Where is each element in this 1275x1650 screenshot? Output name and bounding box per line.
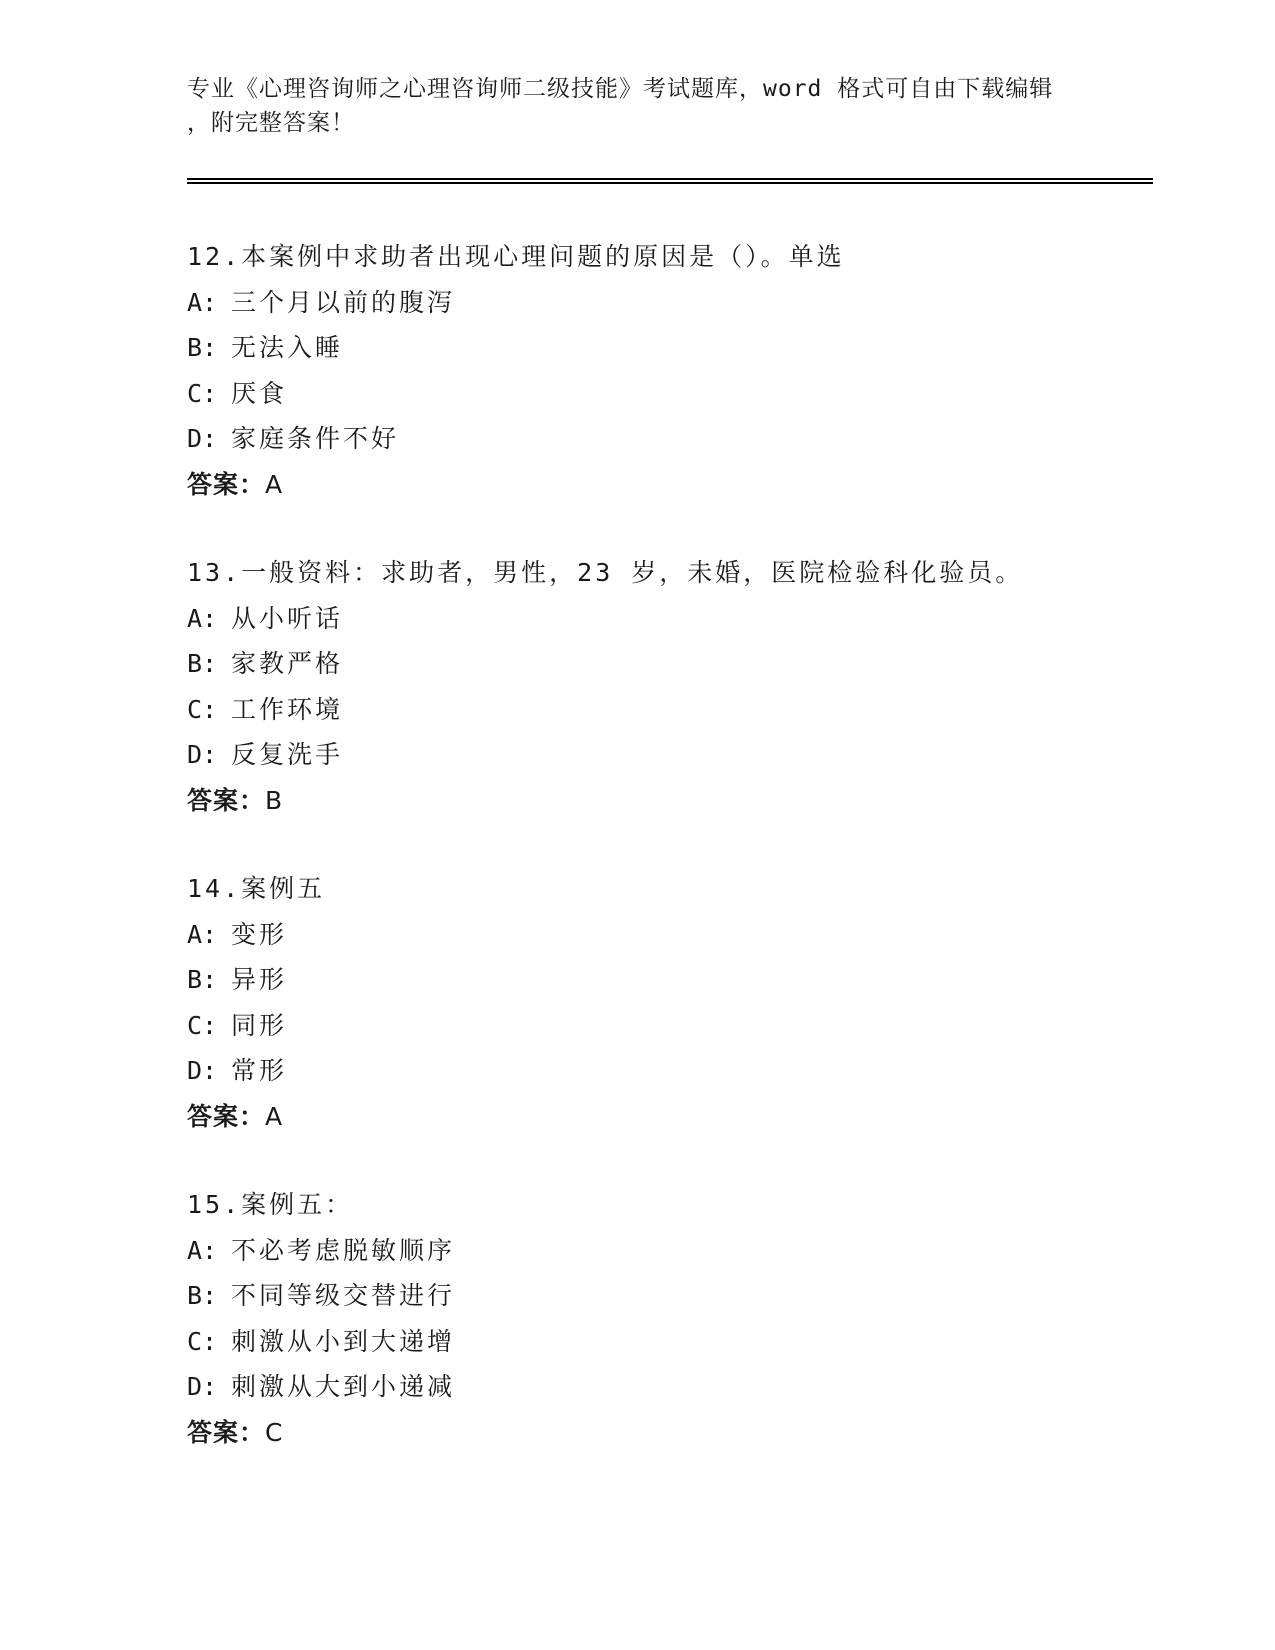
header-double-rule [187, 178, 1153, 184]
option-letter: B: [187, 965, 218, 994]
option-text: 工作环境 [231, 694, 344, 724]
answer-label: 答案： [187, 469, 266, 499]
answer-label: 答案： [187, 785, 266, 815]
option-a [187, 912, 1153, 958]
option-letter: B: [187, 649, 218, 678]
option-a [187, 1228, 1153, 1274]
option-letter: A: [187, 603, 218, 633]
header-line-1: 专业《心理咨询师之心理咨询师二级技能》考试题库，word 格式可自由下载编辑 [187, 76, 1054, 102]
option-letter: B: [187, 333, 218, 362]
option-a [187, 280, 1153, 326]
option-letter: C: [187, 1010, 218, 1040]
option-text: 常形 [231, 1056, 288, 1085]
option-letter: A: [187, 919, 218, 949]
document-header [187, 72, 1087, 140]
option-letter: B: [187, 1281, 218, 1310]
option-d [187, 1048, 1153, 1094]
question-14 [187, 866, 1153, 1139]
option-text: 家庭条件不好 [231, 424, 400, 453]
option-b [187, 325, 1153, 371]
answer-label: 答案： [187, 1417, 266, 1447]
header-line-2: ，附完整答案！ [187, 110, 355, 136]
option-text: 刺激从大到小递减 [231, 1372, 456, 1401]
answer-line [187, 462, 1153, 508]
answer-label: 答案： [187, 1101, 266, 1131]
option-c [187, 371, 1153, 417]
answer-line [187, 1410, 1153, 1456]
option-letter: D: [187, 1056, 218, 1085]
question-12 [187, 234, 1153, 507]
question-list [187, 234, 1153, 1498]
option-text: 无法入睡 [231, 333, 344, 362]
option-text: 异形 [231, 965, 288, 994]
question-stem: 15.案例五： [187, 1190, 354, 1219]
option-letter: D: [187, 740, 218, 769]
option-text: 不同等级交替进行 [231, 1281, 456, 1310]
question-stem: 12.本案例中求助者出现心理问题的原因是（）。单选 [187, 242, 845, 271]
option-b [187, 1273, 1153, 1319]
option-c [187, 1003, 1153, 1049]
option-letter: C: [187, 378, 218, 408]
option-text: 反复洗手 [231, 740, 344, 769]
option-d [187, 1364, 1153, 1410]
option-letter: C: [187, 1326, 218, 1356]
option-b [187, 957, 1153, 1003]
option-c [187, 1319, 1153, 1365]
option-letter: D: [187, 424, 218, 453]
option-d [187, 732, 1153, 778]
option-text: 不必考虑脱敏顺序 [231, 1235, 456, 1265]
question-13 [187, 550, 1153, 823]
option-text: 从小听话 [231, 603, 344, 633]
option-text: 厌食 [231, 378, 288, 408]
option-text: 刺激从小到大递增 [231, 1326, 456, 1356]
option-letter: A: [187, 287, 218, 317]
question-stem: 13.一般资料：求助者，男性，23 岁，未婚，医院检验科化验员。 [187, 558, 1024, 587]
option-d [187, 416, 1153, 462]
question-stem: 14.案例五 [187, 874, 326, 903]
option-text: 变形 [231, 919, 288, 949]
answer-value: A [265, 469, 283, 499]
option-letter: D: [187, 1372, 218, 1401]
answer-line [187, 778, 1153, 824]
option-text: 同形 [231, 1010, 288, 1040]
option-text: 三个月以前的腹泻 [231, 287, 456, 317]
option-letter: C: [187, 694, 218, 724]
option-c [187, 687, 1153, 733]
question-15 [187, 1182, 1153, 1455]
option-letter: A: [187, 1235, 218, 1265]
option-b [187, 641, 1153, 687]
option-a [187, 596, 1153, 642]
answer-value: A [265, 1101, 283, 1131]
answer-line [187, 1094, 1153, 1140]
option-text: 家教严格 [231, 649, 344, 678]
answer-value: C [265, 1417, 283, 1447]
answer-value: B [265, 785, 283, 815]
